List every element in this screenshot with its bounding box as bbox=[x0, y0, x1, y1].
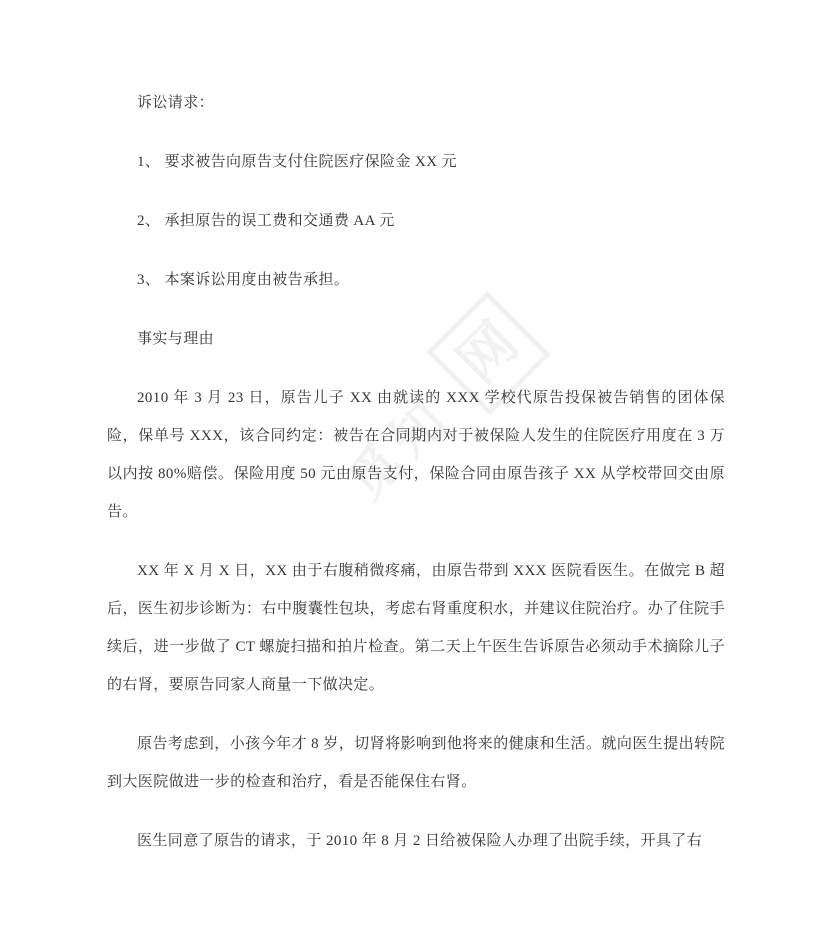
watermark-logo: 网 bbox=[426, 291, 550, 415]
document-body bbox=[107, 84, 725, 881]
watermark-text: 觅知 bbox=[338, 385, 463, 510]
claim-item-3: 3、 本案诉讼用度由被告承担。 bbox=[137, 272, 350, 288]
claim-item-1: 1、 要求被告向原告支付住院医疗保险金 XX 元 bbox=[137, 154, 458, 170]
facts-section-title: 事实与理由 bbox=[137, 331, 215, 347]
paragraph-insurance-contract: 2010 年 3 月 23 日，原告儿子 XX 由就读的 XXX 学校代原告投保被告销售的团体保险，保单号 XXX，该合同约定：被告在合同期内对于被保险人发生的住院医疗用度在 3 万以内按 80%赔偿。保险用度 50 元由原告支付，保险合同由原告孩子 XX 从学校带回交由原告。 bbox=[107, 390, 725, 520]
paragraph-hospital-diagnosis: XX 年 X 月 X 日，XX 由于右腹稍微疼痛，由原告带到 XXX 医院看医生。在做完 B 超后，医生初步诊断为：右中腹囊性包块，考虑右肾重度积水，并建议住院治疗。办了住院手续后，进一步做了 CT 螺旋扫描和拍片检查。第二天上午医生告诉原告必须动手术摘除儿子的右肾，要原告同家人商量一下做决定。 bbox=[107, 563, 725, 693]
paragraph-transfer-request: 原告考虑到，小孩今年才 8 岁，切肾将影响到他将来的健康和生活。就向医生提出转院到大医院做进一步的检查和治疗，看是否能保住右肾。 bbox=[107, 736, 725, 790]
claim-item-2: 2、 承担原告的误工费和交通费 AA 元 bbox=[137, 213, 395, 229]
paragraph-discharge: 医生同意了原告的请求，于 2010 年 8 月 2 日给被保险人办理了出院手续，开具了右 bbox=[137, 833, 703, 849]
claims-heading: 诉讼请求： bbox=[137, 95, 215, 111]
